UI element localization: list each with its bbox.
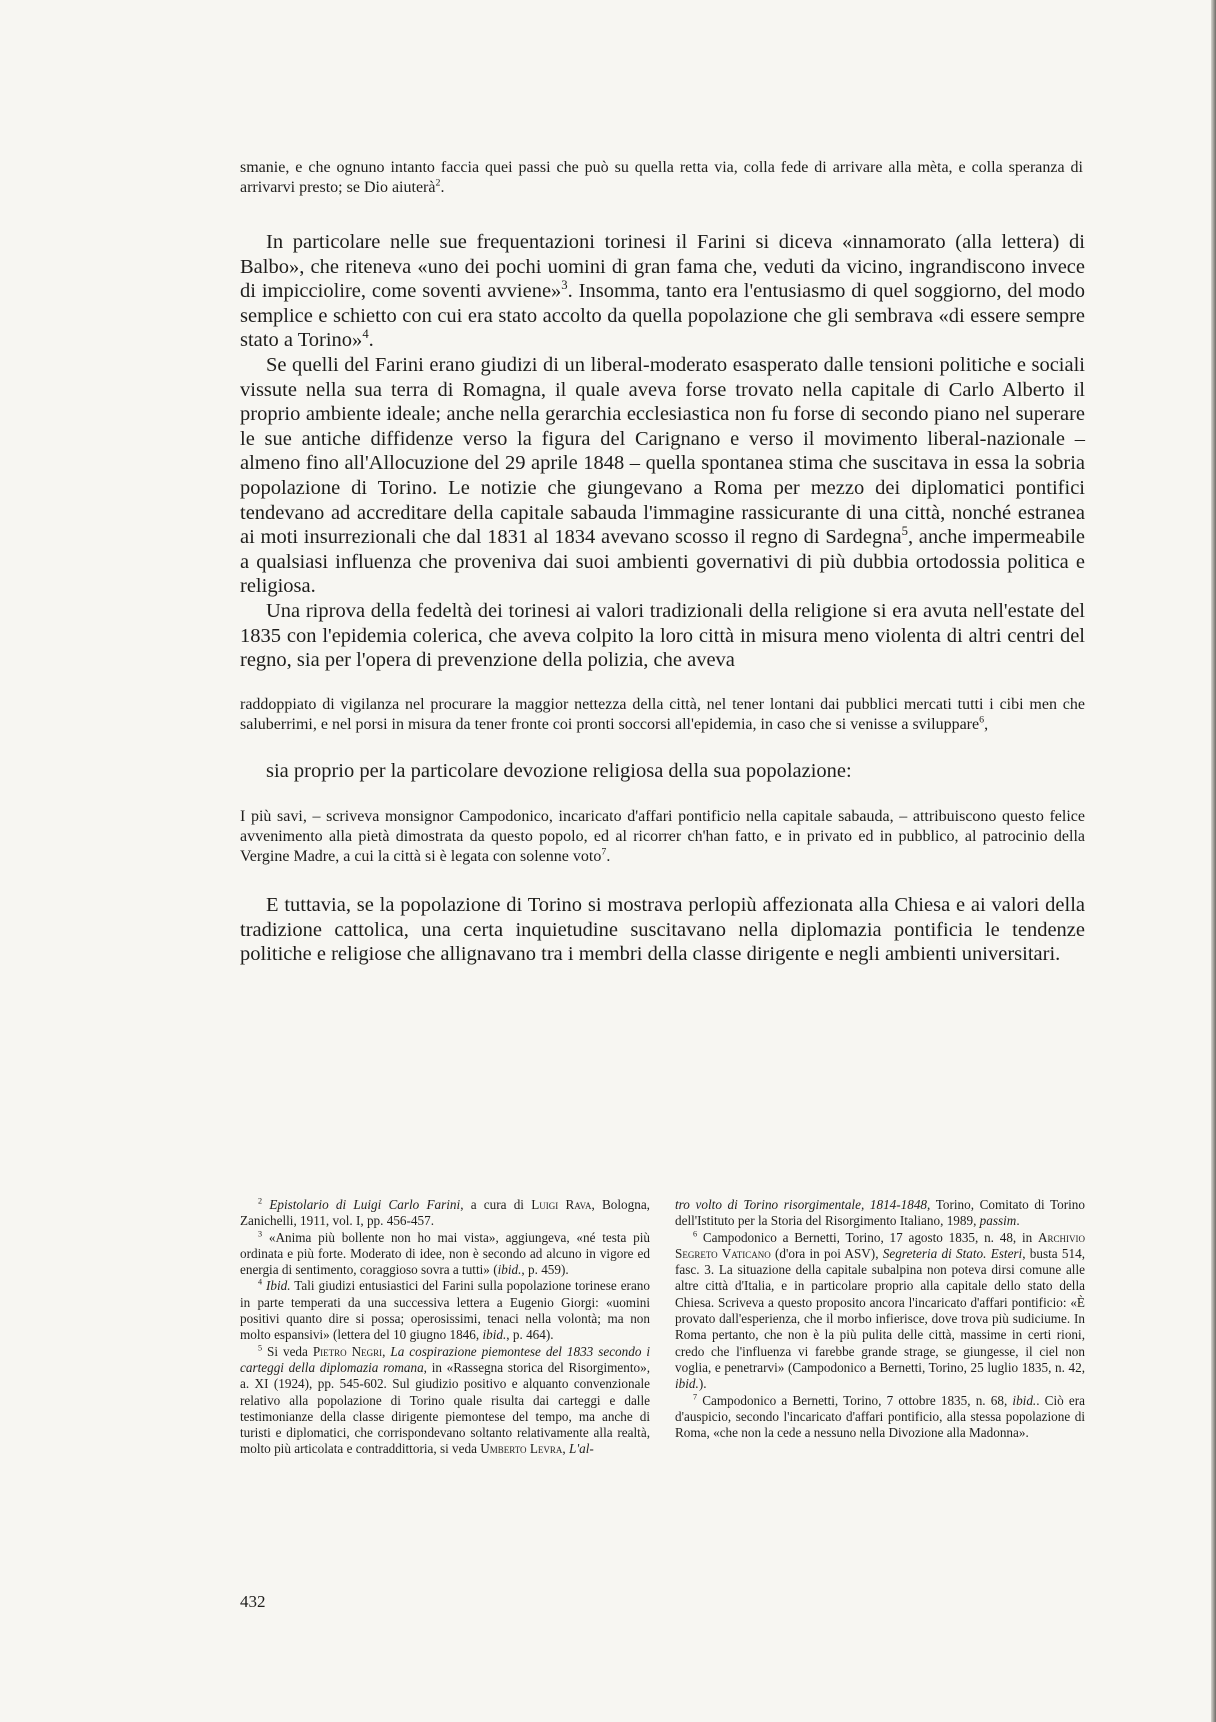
paragraph-epidemia-colerica: Una riprova della fedeltà dei torinesi ai valori tradizionali della religione si era avuta nell'estate del 1835 con l'epidemia colerica, che aveva colpito la loro città in misura meno violenta di altri centri del regno, sia per l'opera di prevenzione della polizia, che aveva [240, 599, 1085, 672]
footnote-3: $^3$ «Anima più bollente non ho mai vista», aggiungeva, «né testa più ordinata e più forte. Moderato di idee, non è secondo ad alcuno in vigore ed energia di sentimento, coraggioso sovra a tutti» (ibid., p. 459). [240, 1229, 651, 1278]
block-quote-vigilanza: raddoppiato di vigilanza nel procurare la maggior nettezza della città, nel tener lontani dai pubblici mercati tutti i cibi men che saluberrimi, e nel porsi in misura da tener fronte coi pronti soccorsi all'epidemia, in caso che si venisse a sviluppare$^6$, [240, 695, 1085, 733]
footnote-6: $^6$ Campodonico a Bernetti, Torino, 17 agosto 1835, n. 48, in Archivio Segreto Vaticano (d'ora in poi ASV), Segreteria di Stato. Esteri, busta 514, fasc. 3. La situazione della capitale subalpina non poteva dirsi comune alle altre città d'Italia, e in particolare proprio alla capitale dello stato della Chiesa. Scriveva a questo proposito ancora l'incaricato d'affari pontificio: «È provato dall'esperienza, che il morbo infierisce, dove trova più sudiciume. In Roma pertanto, che non è la più pulita delle città, massime in certi rioni, credo che l'influenza vi farebbe grande strage, se giungesse, il ciel non voglia, e penetrarvi» (Campodonico a Bernetti, Torino, 25 luglio 1835, n. 42, ibid.). [675, 1229, 1086, 1392]
paragraph-liberal-moderato: Se quelli del Farini erano giudizi di un liberal-moderato esasperato dalle tensioni politiche e sociali vissute nella sua terra di Romagna, il quale aveva forse trovato nella capitale di Carlo Alberto il proprio ambiente ideale; anche nella gerarchia ecclesiastica non fu forse di secondo piano nel superare le sue antiche diffidenze verso la figura del Carignano e verso il movimento liberal-nazionale – almeno fino all'Allocuzione del 29 aprile 1848 – quella spontanea stima che suscitava in essa la sobria popolazione di Torino. Le notizie che giungevano a Roma per mezzo dei diplomatici pontifici tendevano ad accreditare della capitale sabauda l'immagine rassicurante di una città, nonché estranea ai moti insurrezionali che dal 1831 al 1834 avevano scosso il regno di Sardegna$^5$, anche impermeabile a qualsiasi influenza che proveniva dai suoi ambienti governativi di più dubbia ortodossia politica e religiosa. [240, 353, 1085, 598]
footnote-ref-7[interactable]: 7 [601, 846, 607, 858]
footnote-5-continued: tro volto di Torino risorgimentale, 1814-1848, Torino, Comitato di Torino dell'Istituto per la Storia del Risorgimento Italiano, 1989, passim. [675, 1197, 1085, 1229]
page-number: 432 [240, 1592, 266, 1611]
page-edge-shadow [1211, 0, 1216, 1722]
paragraph-inquietudine: E tuttavia, se la popolazione di Torino si mostrava perlopiù affezionata alla Chiesa e ai valori della tradizione cattolica, una certa inquietudine suscitavano nella diplomazia pontificia le tendenze politiche e religiose che allignavano tra i membri della classe dirigente e negli ambienti universitari. [240, 894, 1085, 966]
footnote-ref-3[interactable]: 3 [561, 278, 568, 293]
paragraph-devozione: sia proprio per la particolare devozione religiosa della sua popolazione: [266, 759, 852, 782]
footnotes [240, 1197, 1085, 1458]
footnote-4: $^4$ Ibid. Tali giudizi entusiastici del Farini sulla popolazione torinese erano in parte temperati da una successiva lettera a Eugenio Giorgi: «uomini positivi quanto dire si possa; operosissimi, tenaci nella volontà; ma non molto espansivi» (lettera del 10 giugno 1846, ibid., p. 464). [240, 1278, 650, 1343]
footnote-2: $^2$ Epistolario di Luigi Carlo Farini, a cura di Luigi Rava, Bologna, Zanichelli, 1911, vol. I, pp. 456-457. [240, 1196, 650, 1229]
footnote-ref-4[interactable]: 4 [362, 327, 369, 342]
footnotes-left-column [240, 1197, 650, 1458]
footnotes-right-column [675, 1197, 1085, 1458]
footnote-ref-2[interactable]: 2 [435, 177, 441, 189]
footnote-5: $^5$ Si veda Pietro Negri, La cospirazione piemontese del 1833 secondo i carteggi della diplomazia romana, in «Rassegna storica del Risorgimento», a. XI (1924), pp. 545-602. Sul giudizio positivo e alquanto convenzionale relativo alla popolazione di Torino quale risulta dai carteggi e dalle testimonianze della classe dirigente piemontese del tempo, ma anche di turisti e diplomatici, che corrispondevano soltanto relativamente alla realtà, molto più articolata e contraddittoria, si veda Umberto Levra, L'al- [240, 1343, 651, 1457]
footnote-7: $^7$ Campodonico a Bernetti, Torino, 7 ottobre 1835, n. 68, ibid.. Ciò era d'auspicio, secondo l'incaricato d'affari pontificio, alla stessa popolazione di Roma, «che non la cede a nessuno nella Divozione alla Madonna». [675, 1392, 1086, 1441]
block-quote-campodonico: I più savi, – scriveva monsignor Campodonico, incaricato d'affari pontificio nella capitale sabauda, – attribuiscono questo felice avvenimento alla pietà dimostrata da questo popolo, ed al ricorrer ch'han fatto, e in privato ed in pubblico, al patrocinio della Vergine Madre, a cui la città si è legata con solenne voto$^7$. [240, 808, 1085, 866]
main-text [240, 158, 1085, 967]
footnote-ref-5[interactable]: 5 [901, 524, 908, 539]
footnote-ref-6[interactable]: 6 [979, 714, 985, 726]
paragraph-farini-balbo: In particolare nelle sue frequentazioni torinesi il Farini si diceva «innamorato (alla lettera) di Balbo», che riteneva «uno dei pochi uomini di gran fama che, veduti da vicino, ingrandiscono invece di impicciolire, come soventi avviene»$^3$. Insomma, tanto era l'entusiasmo di quel soggiorno, del modo semplice e schietto con cui era stato accolto da quella popolazione che gli sembrava «di essere sempre stato a Torino»$^4$. [240, 231, 1085, 352]
block-quote-top: smanie, e che ognuno intanto faccia quei passi che può su quella retta via, colla fede di arrivare alla mèta, e colla speranza di arrivarvi presto; se Dio aiuterà$^2$. [240, 159, 1083, 196]
